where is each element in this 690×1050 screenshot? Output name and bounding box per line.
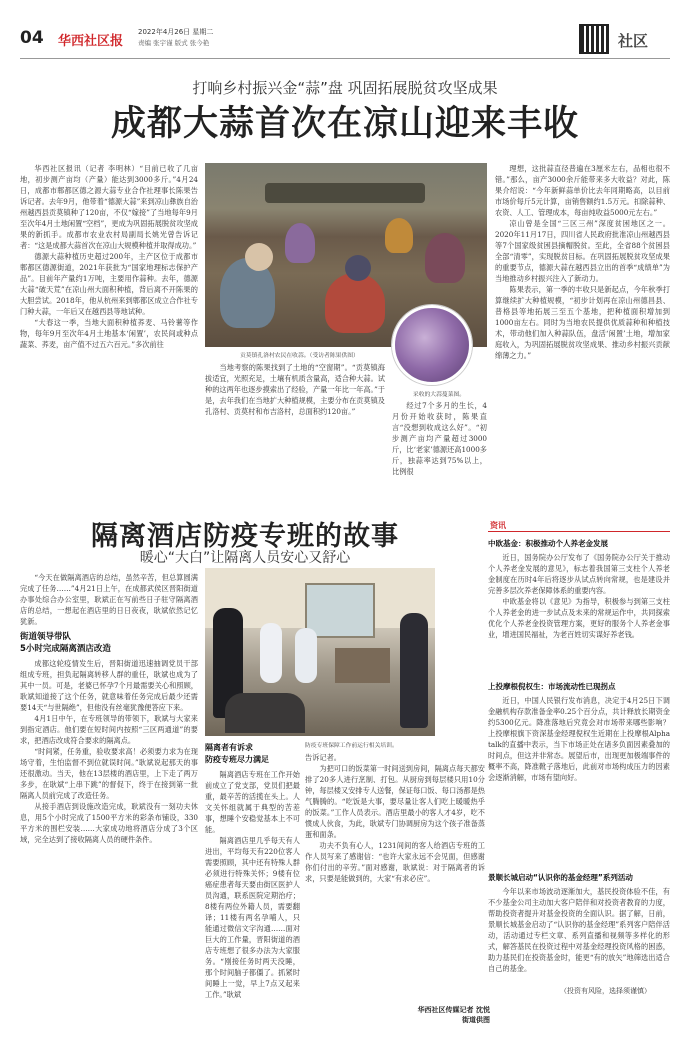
story2-paragraph: 隔离酒店里几乎每天有人进出，平均每天有220位客人需要照顾，其中还有特殊人群必须进行特殊关怀；9楼有位癌症患者每天要由街区医护人员沟通，联系医院定期治疗；8楼有两位外籍人员，需要翻译；11楼有两名孕哺人，只能通过微信文字沟通……面对巨大的工作量，晋阳街道的酒店专班想了很多办法为大家服务。“刚接任务时两天没睡，那个时间脑子都僵了。抓紧时间睡上一觉，早上7点又起来工作。”耿斌 — [205, 836, 300, 999]
story2-paragraph: “今天在做隔离酒店的总结，虽然辛苦，但总算圆满完成了任务……”4月21日上午，在成都武侯区晋阳街道办事处综合办公室里，耿斌正在写前些日子驻守隔离酒店的总结，一想起在酒店里的日日夜夜，耿斌依然记忆犹新。 — [20, 573, 198, 626]
story2-headline: 隔离酒店防疫专班的故事 — [91, 521, 399, 552]
story2-paragraph: 功夫不负有心人，1231间间的客人给酒店专班的工作人员写来了感谢信：“也许大家永远不会见面，但感谢你们付出的辛劳。”面对感谢，耿斌说：对于隔离者的诉求，只要是能做到的，大家“有求必应”。 — [305, 841, 485, 883]
story2-paragraph: 4月1日中午，在专班领导的带领下，耿斌与大家来到指定酒店。他们要在短时间内按照“三区两通道”的要求，把酒店改成符合要求的隔离点。 — [20, 714, 198, 745]
sidebar-paragraph: 今年以来市场波动逐渐加大，基民投资体验不佳，有不少基金公司主动加大客户陪伴和对投资者教育的力度，帮助投资者提升对基金投资的全面认识。据了解，日前，景顺长城基金启动了“认识你的基金经理”系列客户陪伴活动，活动通过专栏文章、系列直播和视频等多样化的形式，解答基民在投资过程中对基金经理投资风格的困惑，助力基民们在投资基金时，能更“有的放矢”地筛选出适合自己的基金。 — [488, 887, 670, 973]
sidebar-label: 资讯 — [490, 521, 506, 530]
story2-column-2 — [205, 742, 300, 1030]
story2-subhead-1: 街道领导带队 5小时完成隔离酒店改造 — [20, 632, 111, 654]
garlic-closeup-photo — [392, 305, 472, 385]
header-divider — [20, 58, 670, 59]
sidebar-paragraph: 中欧基金将以《意见》为指导，积极参与到第三支柱个人养老金的进一步试点及未来的常规运作中，共同探索优化个人养老金投资管理方案，更好的服务个人养老金事业，增进国民福祉，为老百姓切实谋好养老钱。 — [488, 597, 670, 639]
risk-disclaimer: （投资有风险，选择须谨慎） — [560, 987, 651, 995]
story1-paragraph: 陈果表示，第一季的丰收只是新起点，今年秋季打算继续扩大种植规模，“初步计划再在凉山州德昌县、普格县等地拓展三至五个基地，把种植面积增加到1000亩左右。同时为当地农民提供优质蒜种和种植技术，带动他们加入种蒜队伍，盘活‘闲置’土地，增加家庭收入，为巩固拓展脱贫攻坚成果、推动乡村振兴贡献绵薄之力。” — [495, 285, 670, 360]
story2-column-3 — [305, 752, 485, 1022]
story2-photo-caption: 防疫专班保障工作前运行相关培训。 — [305, 743, 398, 749]
story2-paragraph: 从接手酒店到设施改造完成，耿斌没有一刻功夫休息，用5个小时完成了1500平方米的彩条布铺设，330平方米的围栏安装……大家成功地将酒店分成了3个区域，完全达到了接收隔离人员的硬件条件。 — [20, 802, 198, 844]
sidebar-paragraph: 近日，中国人民银行发布消息，决定于4月25日下调金融机构存款准备金率0.25个百分点，共计释放长期资金约5300亿元。降准落地后究竟会对市场带来哪些影响？上投摩根旗下资深基金经理倪权生近期在上投摩根Alpha talk的直播中表示，当下市场正处在诸多负面因素叠加的时间点，但这并非常态。展望后市，出现更加极端事件的概率不高，降准靴子落地后，此前对市场构成压力的因素会逐渐消解，市场有望向好。 — [488, 696, 670, 782]
sidebar-item-2-body — [488, 695, 670, 865]
editors-line: 责编 张宇谨 版式 张今艳 — [138, 39, 210, 47]
story1-paragraph: 当地考察的陈果找到了土地的“空窗期”。“贡莫镇海拔适宜，光照充足，土壤有机质含量高，适合种大蒜。试种的这两年也逐步摸索出了经验，产量一年比一年高。”于是，去年我们在当地扩大种植规模，主要分布在贡莫镇及孔洛村、贡莫村和布吉洛村，总面积约120亩。” — [205, 363, 385, 416]
newspaper-name: 华西社区报 — [58, 34, 124, 49]
story2-paragraph: “时间紧，任务重，验收要求高！必须要力求为在现场守着，生怕监督不到位就误时间。”耿斌说起那天的事还很激动。当天，他在13层楼的酒店里，上下走了两万多步，在耿斌“上串下跳”的督促下，终于在接到第一批隔离人员前完成了改造任务。 — [20, 747, 198, 800]
story1-paragraph: “大春这一季，当地大面积种植荞麦、马铃薯等作物，每年9月至次年4月土地基本‘闲置’，农民间或种点蔬菜、荞麦，亩产值不过五六百元。”多次前往 — [20, 318, 198, 349]
story1-photo-caption: 贡莫镇孔洛村农民在收蒜。（受访者陈果供图） — [240, 353, 359, 359]
story1-inset-caption: 采收的大蒜蔓菜图。 — [412, 392, 466, 398]
epidemic-team-photo — [205, 568, 435, 736]
story1-kicker: 打响乡村振兴金“蒜”盘 巩固拓展脱贫攻坚成果 — [192, 79, 498, 97]
qr-code-icon — [579, 24, 609, 54]
sidebar-item-3-heading: 景顺长城启动“认识你的基金经理”系列活动 — [488, 873, 633, 882]
sidebar-paragraph: 近日，国务院办公厅发布了《国务院办公厅关于推动个人养老金发展的意见》，标志着我国第三支柱个人养老金制度在历时4年后将逐步从试点转向常规，也是建设并完善多层次养老保障体系的重要内容。 — [488, 553, 670, 595]
story1-paragraph: 理想，这批蒜直径普遍在3厘米左右，品相也很不错。”那么，亩产3000余斤能带来多大收益？对此，陈果介绍说：“今年新鲜蒜单价比去年同期略高，以目前市场价每斤5元计算，亩销售额约1.5万元。扣除蒜种、农资、人工、管理成本，每亩纯收益5000元左右。” — [495, 164, 670, 217]
story1-column-4 — [495, 163, 670, 463]
story2-subtitle: 暖心“大白”让隔离人员安心又舒心 — [139, 550, 351, 566]
section-name: 社区 — [618, 32, 649, 50]
story1-column-1 — [20, 163, 198, 463]
sidebar-item-1-body — [488, 552, 670, 664]
story1-column-3 — [392, 400, 487, 476]
sidebar-divider — [488, 531, 670, 532]
story1-paragraph: 凉山曾是全国“三区三州”深度贫困地区之一。2020年11月17日，四川省人民政府批准凉山州越西县等7个国家级贫困县摘帽脱贫。至此，全省88个贫困县全部“清零”，实现脱贫目标。在巩固拓展脱贫攻坚成果的重要节点，德源大蒜在越西县立出的首季“成绩单”为当地推动乡村振兴注入了新动力。 — [495, 219, 670, 283]
story2-subhead-2: 隔离者有诉求 防疫专班尽力满足 — [205, 743, 269, 764]
sidebar-item-3-body — [488, 886, 670, 984]
page-number: 04 — [20, 28, 44, 48]
story2-paragraph: 成都这轮疫情发生后，晋阳街道迅速抽调党员干部组成专班，担负起隔离转移人群的重任，耿斌也成为了其中一员。可是，老婆已怀孕7个月最需要关心和照顾，耿斌知道接了这个任务，就意味着任务完成后最少还需要14天“与世隔绝”，但他没有丝毫犹豫便答应下来。 — [20, 659, 198, 712]
sidebar-item-2-heading: 上投摩根倪权生：市场流动性已现拐点 — [488, 682, 616, 691]
story1-column-2 — [205, 362, 385, 462]
story2-credit: 华西社区传媒记者 沈悦 街道供图 — [417, 1005, 490, 1024]
story2-paragraph: 为把可口的饭菜第一时间送到房间，隔离点每天都安排了20多人进行烹制、打包。从厨房到每层楼只用10分钟，每层楼又安排专人送餐，保证每口饭、每口汤都是热气腾腾的。“吃饭是大事，要尽量让客人们吃上暖暖热乎的饭菜。”工作人员表示。酒店里最小的客人才4岁，吃不惯成人伙食，为此，耿斌专门协调厨房为这个孩子准备蒸蛋和面条。 — [305, 764, 485, 839]
issue-date: 2022年4月26日 星期二 — [138, 28, 214, 36]
story2-column-1 — [20, 572, 198, 1030]
story1-paragraph: 经过7个多月的生长，4月份开始收获时，陈果直言“没想到收成这么好”。“初步测产亩均产量超过3000斤，比‘老家’德源还高1000多斤，独蒜率达到75%以上，比例很 — [392, 401, 487, 476]
story1-paragraph: 德源大蒜种植历史超过200年，主产区位于成都市郫都区德源街道，2021年获批为“国家地理标志保护产品”。目前年产量约1万吨，主要用作蒜种。去年，德源大蒜“破天荒”在凉山州大面积种植，背后离不开陈果的大胆尝试。2018年，他从杭州来到郫都区成立合作社专门种大蒜，一年后又在越西县等地试种。 — [20, 252, 198, 316]
story2-paragraph: 告诉记者。 — [305, 753, 341, 762]
story1-paragraph: 华西社区报讯（记者 李明林）“目前已收了几亩地，初步测产亩均（产量）能达到3000多斤。”4月24日，成都市郫都区德之源大蒜专业合作社理事长陈果告诉记者。去年9月，他带着“德源大蒜”来到凉山彝族自治州越西县贡莫镇种了120亩，不仅“嫁接”了当地每年9月至次年4月土地闲置“空档”，更成为巩固拓展脱贫攻坚成果的新抓手。成都市农业农村局副局长姚光曾告诉记者：“这是成都大蒜首次在凉山大规模种植并取得成功。” — [20, 164, 198, 250]
story1-headline: 成都大蒜首次在凉山迎来丰收 — [110, 103, 579, 144]
sidebar-item-1-heading: 中欧基金：积极推动个人养老金发展 — [488, 539, 608, 548]
story2-paragraph: 隔离酒店专班在工作开始前成立了党支部，党员们把最重，最辛苦的活揽在头上。人文关怀组就属于典型的苦差事，想睡个安稳觉基本上不可能。 — [205, 770, 300, 834]
